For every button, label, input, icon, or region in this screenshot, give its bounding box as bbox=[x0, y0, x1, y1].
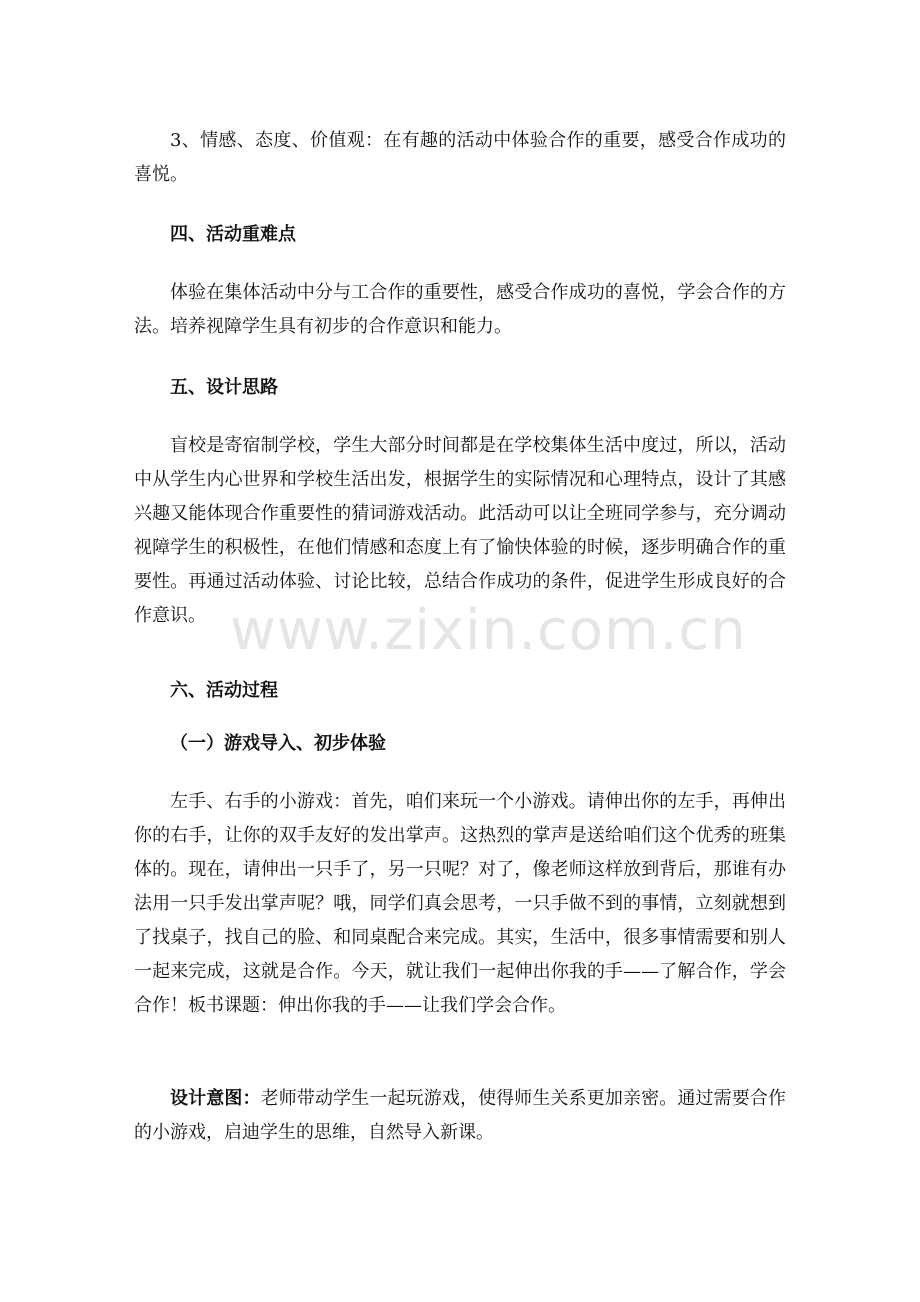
design-intent-body: 老师带动学生一起玩游戏，使得师生关系更加亲密。通过需要合作的小游戏，启迪学生的思维，自然导入新课。 bbox=[134, 1088, 787, 1143]
paragraph-design-intent bbox=[134, 1082, 786, 1150]
design-intent-label: 设计意图： bbox=[170, 1088, 261, 1109]
paragraph-emotion-goal: 3、情感、态度、价值观：在有趣的活动中体验合作的重要，感受合作成功的喜悦。 bbox=[134, 130, 786, 185]
paragraph-game-intro: 左手、右手的小游戏：首先，咱们来玩一个小游戏。请伸出你的左手，再伸出你的右手，让你的双手友好的发出掌声。这热烈的掌声是送给咱们这个优秀的班集体的。现在，请伸出一只手了，另一只呢？对了，像老师这样放到背后，那谁有办法用一只手发出掌声呢？哦，同学们真会思考，一只手做不到的事情，立刻就想到了找桌子，找自己的脸、和同桌配合来完成。其实，生活中，很多事情需要和别人一起来完成，这就是合作。今天，就让我们一起伸出你我的手——了解合作，学会合作！板书课题：伸出你我的手——让我们学会合作。 bbox=[134, 791, 786, 1016]
heading-design-ideas: 五、设计思路 bbox=[170, 377, 278, 398]
paragraph-design-ideas: 盲校是寄宿制学校，学生大部分时间都是在学校集体生活中度过，所以，活动中从学生内心世界和学校生活出发，根据学生的实际情况和心理特点，设计了其感兴趣又能体现合作重要性的猜词游戏活动。此活动可以让全班同学参与，充分调动视障学生的积极性，在他们情感和态度上有了愉快体验的时候，逐步明确合作的重要性。再通过活动体验、讨论比较，总结合作成功的条件，促进学生形成良好的合作意识。 bbox=[134, 435, 786, 626]
paragraph-key-difficulties: 体验在集体活动中分与工合作的重要性，感受合作成功的喜悦，学会合作的方法。培养视障学生具有初步的合作意识和能力。 bbox=[134, 282, 786, 337]
heading-key-difficulties: 四、活动重难点 bbox=[170, 224, 296, 245]
heading-game-intro: （一）游戏导入、初步体验 bbox=[170, 733, 386, 754]
heading-activity-process: 六、活动过程 bbox=[170, 680, 278, 701]
watermark-text: www.zixin.com.cn bbox=[230, 598, 747, 663]
